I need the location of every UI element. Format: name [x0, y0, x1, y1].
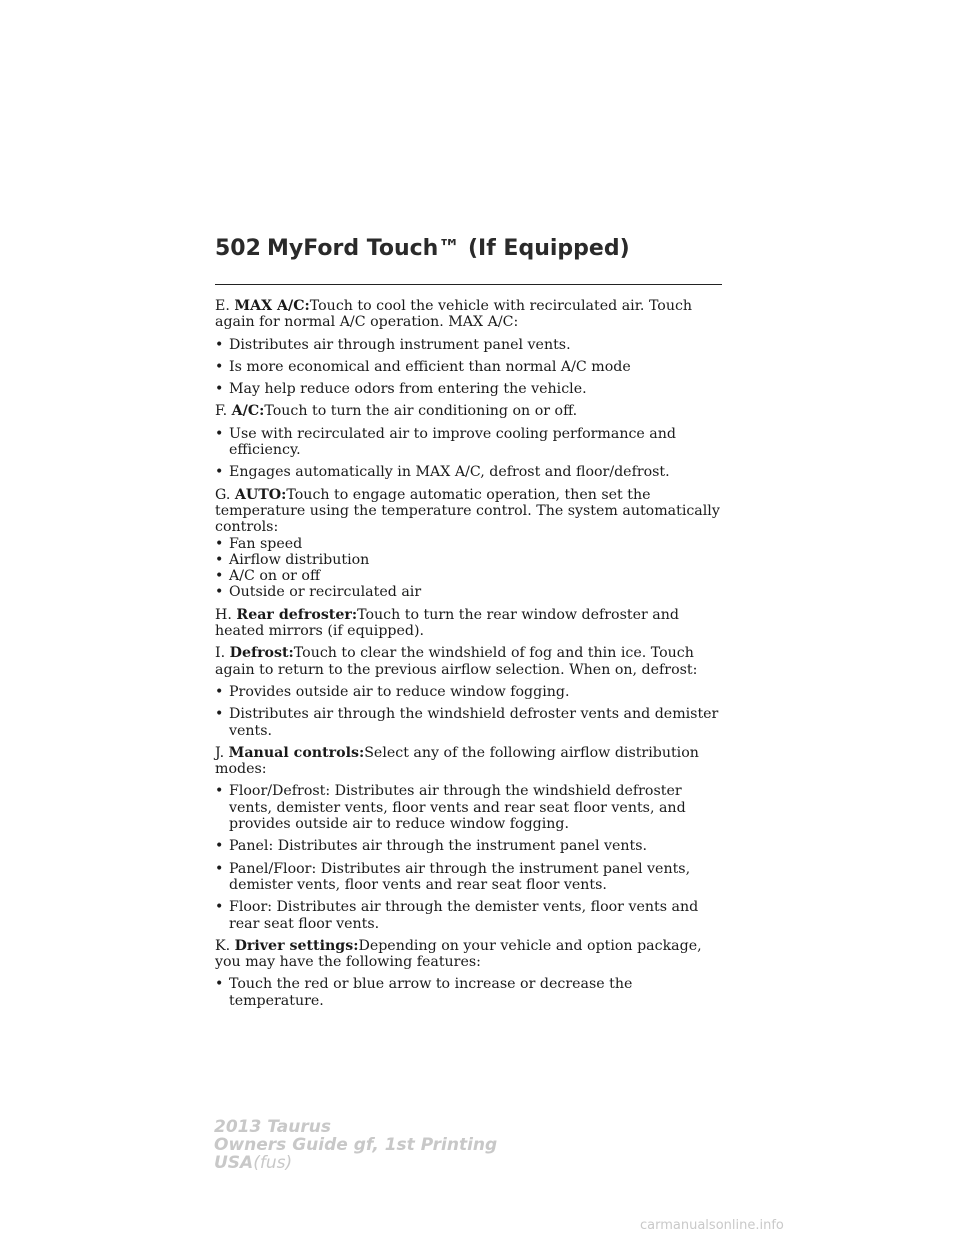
- list-item: • Use with recirculated air to improve cooling performance and efficiency.: [215, 426, 722, 459]
- item-j-term: Manual controls:: [228, 744, 365, 761]
- item-h: H. Rear defroster:Touch to turn the rear window defroster and heated mirrors (if equipped).: [215, 606, 679, 640]
- item-h-term: Rear defroster:: [236, 606, 358, 623]
- list-item: • Outside or recirculated air: [215, 584, 722, 600]
- list-item: • Panel/Floor: Distributes air through the instrument panel vents, demister vents, floor vents and rear seat floor vents.: [215, 861, 722, 894]
- list-item: • Touch the red or blue arrow to increase or decrease the temperature.: [215, 976, 722, 1009]
- footer-region: USA(fus): [214, 1153, 293, 1173]
- list-item: • Floor/Defrost: Distributes air through the windshield defroster vents, demister vents, floor vents and rear seat floor vents, and provides outside air to reduce window fogging.: [215, 783, 722, 832]
- item-e-term: MAX A/C:: [234, 298, 310, 314]
- list-item: • Is more economical and efficient than normal A/C mode: [215, 359, 722, 375]
- item-f: F. A/C:Touch to turn the air conditioning on or off.: [215, 403, 578, 420]
- item-k: K. Driver settings:Depending on your vehicle and option package, you may have the following features:: [215, 937, 702, 971]
- page-title: MyFord Touch™ (If Equipped): [267, 236, 630, 261]
- auto-controls-list: [215, 536, 722, 601]
- print-footer: [214, 1118, 497, 1172]
- footer-guide: Owners Guide gf, 1st Printing: [214, 1135, 498, 1155]
- item-k-term: Driver settings:: [234, 937, 359, 954]
- item-f-term: A/C:: [231, 403, 265, 420]
- list-item: • Fan speed: [215, 536, 722, 552]
- list-item: • A/C on or off: [215, 568, 722, 584]
- footer-model: 2013 Taurus: [214, 1117, 331, 1137]
- item-j: J. Manual controls:Select any of the following airflow distribution modes:: [215, 744, 699, 778]
- list-item: • May help reduce odors from entering the vehicle.: [215, 381, 722, 397]
- item-i: I. Defrost:Touch to clear the windshield of fog and thin ice. Touch again to return to the previous airflow selection. When on, defrost:: [215, 645, 698, 678]
- list-item: • Provides outside air to reduce window fogging.: [215, 684, 722, 700]
- page-content: [215, 298, 722, 1015]
- list-item: • Engages automatically in MAX A/C, defrost and floor/defrost.: [215, 464, 722, 480]
- list-item: • Distributes air through the windshield defroster vents and demister vents.: [215, 706, 722, 739]
- item-g-term: AUTO:: [234, 486, 287, 503]
- list-item: • Panel: Distributes air through the instrument panel vents.: [215, 838, 722, 854]
- page-number: 502: [215, 236, 261, 261]
- list-item: • Floor: Distributes air through the demister vents, floor vents and rear seat floor vents.: [215, 899, 722, 932]
- item-i-term: Defrost:: [229, 645, 294, 662]
- page-header: [215, 232, 722, 285]
- list-item: • Airflow distribution: [215, 552, 722, 568]
- list-item: • Distributes air through instrument panel vents.: [215, 337, 722, 353]
- item-g: G. AUTO:Touch to engage automatic operation, then set the temperature using the temperature control. The system automatically controls:: [215, 486, 720, 536]
- watermark-link[interactable]: carmanualsonline.info: [640, 1218, 784, 1233]
- item-e: E. MAX A/C:Touch to cool the vehicle with recirculated air. Touch again for normal A/C operation. MAX A/C:: [215, 298, 693, 331]
